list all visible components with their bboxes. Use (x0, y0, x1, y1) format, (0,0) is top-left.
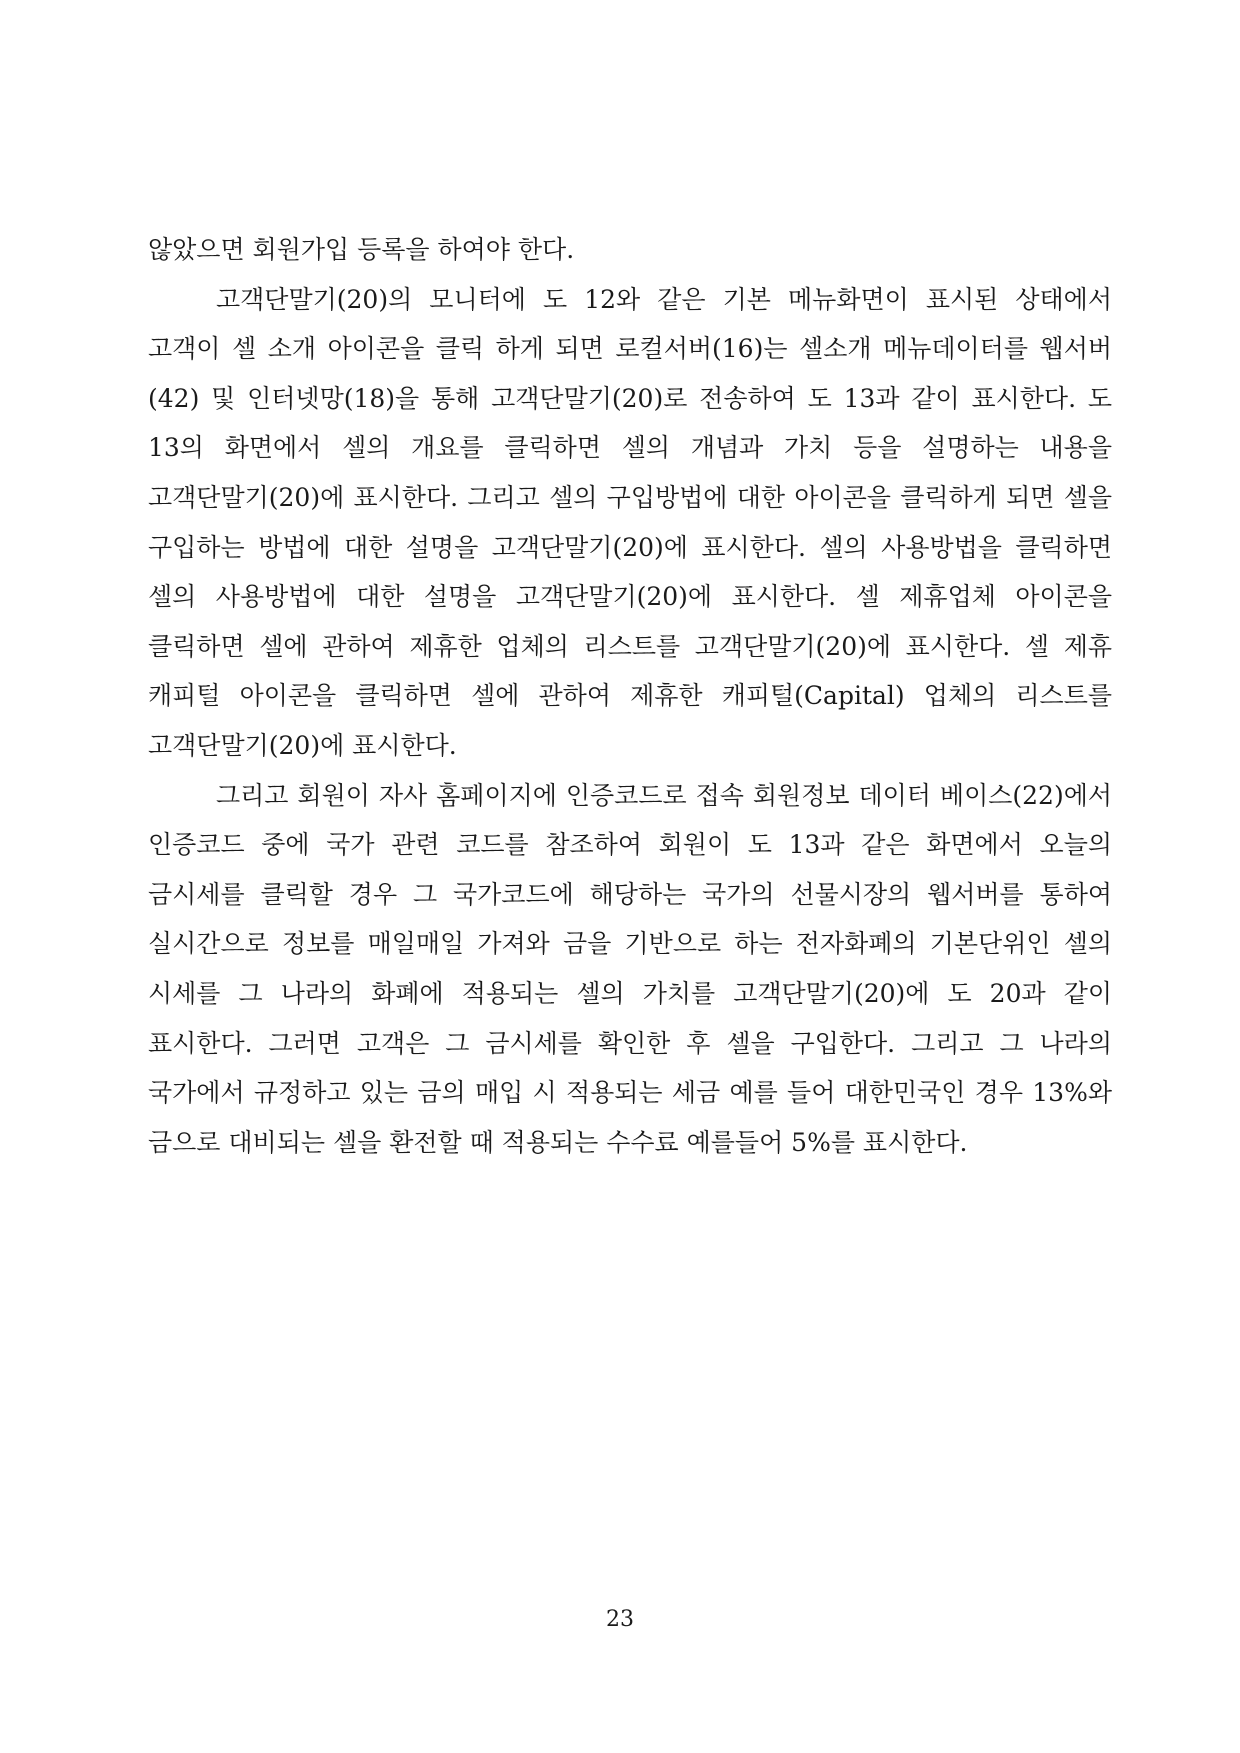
body-text (148, 225, 1112, 1167)
paragraph: 않았으면 회원가입 등록을 하여야 한다. (148, 235, 575, 264)
page-number: 23 (606, 1607, 634, 1632)
paragraph: 그리고 회원이 자사 홈페이지에 인증코드로 접속 회원정보 데이터 베이스(22)에서 인증코드 중에 국가 관련 코드를 참조하여 회원이 도 13과 같은 화면에서 오늘의 금시세를 클릭할 경우 그 국가코드에 해당하는 국가의 선물시장의 웹서버를 통하여 실시간으로 정보를 매일매일 가져와 금을 기반으로 하는 전자화폐의 기본단위인 셀의 시세를 그 나라의 화폐에 적용되는 셀의 가치를 고객단말기(20)에 도 20과 같이 표시한다. 그러면 고객은 그 금시세를 확인한 후 셀을 구입한다. 그리고 그 나라의 국가에서 규정하고 있는 금의 매입 시 적용되는 세금 예를 들어 대한민국인 경우 13%와 금으로 대비되는 셀을 환전할 때 적용되는 수수료 예를들어 5%를 표시한다. (148, 780, 1112, 1157)
paragraph: 고객단말기(20)의 모니터에 도 12와 같은 기본 메뉴화면이 표시된 상태에서 고객이 셀 소개 아이콘을 클릭 하게 되면 로컬서버(16)는 셀소개 메뉴데이터를 웹서버(42) 및 인터넷망(18)을 통해 고객단말기(20)로 전송하여 도 13과 같이 표시한다. 도 13의 화면에서 셀의 개요를 클릭하면 셀의 개념과 가치 등을 설명하는 내용을 고객단말기(20)에 표시한다. 그리고 셀의 구입방법에 대한 아이콘을 클릭하게 되면 셀을 구입하는 방법에 대한 설명을 고객단말기(20)에 표시한다. 셀의 사용방법을 클릭하면 셀의 사용방법에 대한 설명을 고객단말기(20)에 표시한다. 셀 제휴업체 아이콘을 클릭하면 셀에 관하여 제휴한 업체의 리스트를 고객단말기(20)에 표시한다. 셀 제휴 캐피털 아이콘을 클릭하면 셀에 관하여 제휴한 캐피털(Capital) 업체의 리스트를 고객단말기(20)에 표시한다. (148, 284, 1112, 760)
